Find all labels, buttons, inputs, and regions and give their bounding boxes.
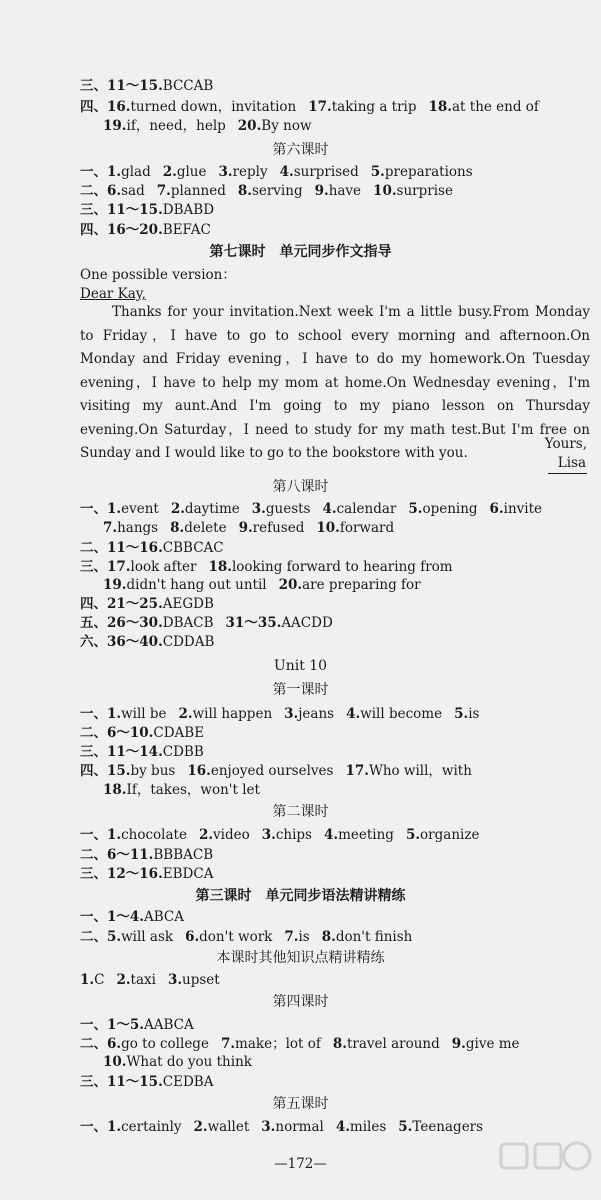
item-number: 19. — [103, 577, 127, 593]
item-number: 11～16. — [107, 540, 163, 556]
watermark-logo — [497, 1138, 593, 1192]
letter-body — [80, 301, 590, 466]
item-answer: give me — [465, 1036, 520, 1052]
answer-line — [80, 826, 587, 844]
item-answer: wallet — [207, 1119, 250, 1135]
answer-line — [80, 182, 587, 200]
item-answer: serving — [251, 183, 303, 199]
item-number: 4. — [322, 501, 337, 517]
item-lead: 四、 — [80, 596, 107, 612]
item-number: 18. — [428, 99, 452, 115]
item-answer: will ask — [121, 929, 174, 945]
item-number: 1. — [80, 972, 95, 988]
item-number: 12～16. — [107, 866, 163, 882]
item-number: 3. — [167, 972, 183, 988]
item-answer: CDBB — [162, 744, 204, 760]
item-number: 5. — [405, 827, 421, 843]
item-lead: 一、 — [80, 827, 107, 843]
item-lead: 一、 — [80, 164, 107, 180]
item-number: 6. — [107, 1036, 122, 1052]
answer-line — [80, 1118, 587, 1136]
item-answer: forward — [339, 520, 395, 536]
item-number: 2. — [178, 706, 193, 722]
item-answer: guests — [265, 501, 311, 517]
item-lead: 二、 — [80, 1036, 107, 1052]
item-number: 6～11. — [107, 847, 154, 863]
item-answer: is — [468, 706, 480, 722]
answer-line — [80, 971, 587, 989]
lesson-title: 第五课时 — [272, 1096, 329, 1112]
item-answer: if，need，help — [126, 118, 226, 134]
item-answer: is — [298, 929, 310, 945]
answer-line — [80, 558, 587, 576]
item-lead: 二、 — [80, 540, 107, 556]
item-answer: C — [94, 972, 105, 988]
answer-line — [103, 117, 587, 135]
item-number: 21～25. — [107, 596, 163, 612]
answer-line — [80, 221, 587, 239]
item-number: 11～14. — [107, 744, 163, 760]
item-answer: calendar — [336, 501, 397, 517]
item-number: 18. — [208, 559, 232, 575]
lesson-title: 第二课时 — [272, 804, 329, 820]
item-answer: chocolate — [121, 827, 187, 843]
item-answer: taxi — [130, 972, 156, 988]
item-lead: 三、 — [80, 559, 107, 575]
item-answer: invite — [503, 501, 543, 517]
item-answer: enjoyed ourselves — [210, 763, 334, 779]
item-number: 3. — [284, 706, 299, 722]
answer-line — [80, 77, 587, 95]
item-answer: daytime — [184, 501, 240, 517]
item-answer: will be — [121, 706, 167, 722]
signature-name: Lisa — [548, 454, 587, 474]
item-lead: 一、 — [80, 1119, 107, 1135]
item-answer: If，takes，won't let — [126, 782, 260, 798]
item-answer: glue — [176, 164, 207, 180]
item-answer: BBBACB — [153, 847, 214, 863]
item-number: 17. — [107, 559, 131, 575]
answer-line — [80, 595, 587, 613]
item-answer: taking a trip — [331, 99, 417, 115]
item-number: 2. — [116, 972, 131, 988]
item-lead: 五、 — [80, 615, 107, 631]
item-number: 2. — [162, 164, 177, 180]
item-lead: 一、 — [80, 909, 107, 925]
item-answer: make；lot of — [235, 1036, 321, 1052]
item-answer: surprise — [396, 183, 453, 199]
lesson-title: 第八课时 — [272, 479, 329, 495]
answer-line — [80, 614, 587, 632]
item-answer: will happen — [192, 706, 273, 722]
answer-line — [80, 1035, 587, 1053]
item-answer: planned — [170, 183, 226, 199]
item-number: 6～10. — [107, 725, 154, 741]
item-number: 5. — [398, 1119, 413, 1135]
item-number: 10. — [373, 183, 397, 199]
item-number: 1. — [107, 706, 122, 722]
answer-line — [80, 705, 587, 723]
item-answer: sad — [121, 183, 145, 199]
item-number: 7. — [220, 1036, 236, 1052]
item-lead: 一、 — [80, 501, 107, 517]
item-answer: have — [328, 183, 362, 199]
item-lead: 六、 — [80, 634, 107, 650]
item-answer: CDABE — [153, 725, 205, 741]
item-lead: 二、 — [80, 929, 107, 945]
item-answer: look after — [130, 559, 197, 575]
item-answer: AABCA — [144, 1017, 194, 1033]
item-number: 17. — [345, 763, 369, 779]
item-answer: turned down，invitation — [130, 99, 297, 115]
answer-line — [80, 762, 587, 780]
lesson-title: 第四课时 — [272, 994, 329, 1010]
item-number: 6. — [489, 501, 504, 517]
item-number: 10. — [103, 1054, 127, 1070]
letter-signature — [548, 454, 587, 474]
answer-line — [103, 781, 587, 799]
item-number: 17. — [308, 99, 332, 115]
greeting-text: Dear Kay, — [80, 286, 146, 302]
item-answer: surprised — [293, 164, 359, 180]
item-answer: By now — [261, 118, 312, 134]
item-lead: 三、 — [80, 1074, 107, 1090]
item-lead: 三、 — [80, 202, 107, 218]
item-answer: chips — [275, 827, 312, 843]
item-lead: 四、 — [80, 222, 107, 238]
item-number: 9. — [451, 1036, 466, 1052]
item-number: 2. — [170, 501, 185, 517]
answer-line — [80, 500, 587, 518]
item-answer: organize — [420, 827, 480, 843]
item-number: 15. — [107, 763, 131, 779]
answer-line — [80, 928, 587, 946]
answer-line — [80, 163, 587, 181]
letter-paragraph: Thanks for your invitation.Next week I'm a little busy.From Monday to Friday，I have to go to school every morning and afternoon.On Monday and Friday evening，I have to do my homework.On Tuesday evening，I have to help my mom at home.On Wednesday evening，I'm visiting my aunt.And I'm going to my piano lesson on Thursday evening.On Saturday，I need to study for my math test.But I'm free on Sunday and I would like to go to the bookstore with you. — [80, 304, 590, 461]
item-number: 2. — [198, 827, 214, 843]
item-answer: video — [213, 827, 250, 843]
item-number: 5. — [370, 164, 385, 180]
item-lead: 四、 — [80, 763, 107, 779]
item-answer: don't finish — [335, 929, 413, 945]
item-number: 7. — [156, 183, 171, 199]
item-answer: miles — [349, 1119, 387, 1135]
answer-line — [103, 576, 587, 594]
item-answer: at the end of — [452, 99, 539, 115]
item-number: 4. — [279, 164, 294, 180]
item-number: 5. — [107, 929, 122, 945]
item-number: 1～5. — [107, 1017, 144, 1033]
item-answer: event — [121, 501, 159, 517]
item-answer: refused — [252, 520, 305, 536]
lesson-title: 第六课时 — [272, 142, 329, 158]
item-number: 9. — [314, 183, 329, 199]
item-answer: jeans — [298, 706, 335, 722]
item-number: 10. — [316, 520, 340, 536]
item-answer: meeting — [338, 827, 394, 843]
item-answer: ABCA — [144, 909, 184, 925]
item-answer: upset — [182, 972, 220, 988]
item-number: 20. — [278, 577, 303, 593]
item-number: 3. — [251, 501, 266, 517]
item-answer: EBDCA — [162, 866, 214, 882]
item-number: 6. — [185, 929, 200, 945]
item-number: 8. — [321, 929, 336, 945]
item-number: 8. — [332, 1036, 347, 1052]
answer-line — [80, 539, 587, 557]
item-number: 8. — [237, 183, 252, 199]
item-answer: DBABD — [162, 202, 215, 218]
item-answer: CBBCAC — [162, 540, 224, 556]
item-lead: 三、 — [80, 744, 107, 760]
answer-line — [80, 908, 587, 926]
item-answer: travel around — [346, 1036, 440, 1052]
lesson-title: 第七课时 单元同步作文指导 — [209, 244, 392, 260]
item-answer: CDDAB — [162, 634, 215, 650]
answer-line — [80, 846, 587, 864]
item-number: 9. — [238, 520, 253, 536]
answer-line — [80, 201, 587, 219]
item-answer: BEFAC — [162, 222, 211, 238]
item-number: 3. — [261, 1119, 276, 1135]
item-answer: will become — [360, 706, 443, 722]
item-number: 1. — [107, 1119, 122, 1135]
item-number: 6. — [107, 183, 122, 199]
letter-intro: One possible version： — [80, 267, 236, 283]
item-answer: AACDD — [281, 615, 333, 631]
item-answer: hangs — [117, 520, 159, 536]
item-answer: are preparing for — [302, 577, 421, 593]
answer-line — [80, 724, 587, 742]
item-answer: What do you think — [126, 1054, 252, 1070]
item-answer: by bus — [130, 763, 176, 779]
item-number: 7. — [103, 520, 118, 536]
item-number: 1. — [107, 501, 122, 517]
item-number: 16. — [187, 763, 211, 779]
item-answer: normal — [275, 1119, 324, 1135]
page-number: —172— — [274, 1156, 327, 1172]
item-number: 31～35. — [225, 615, 282, 631]
answer-line — [80, 98, 587, 116]
item-number: 1. — [107, 164, 122, 180]
item-number: 11～15. — [107, 202, 163, 218]
item-lead: 二、 — [80, 725, 107, 741]
answer-line — [80, 1016, 587, 1034]
item-number: 3. — [261, 827, 276, 843]
item-number: 2. — [193, 1119, 208, 1135]
answer-line — [103, 519, 587, 537]
item-number: 1. — [107, 827, 122, 843]
item-lead: 二、 — [80, 183, 107, 199]
item-number: 8. — [170, 520, 185, 536]
item-lead: 二、 — [80, 847, 107, 863]
item-answer: looking forward to hearing from — [231, 559, 453, 575]
answer-line — [80, 1073, 587, 1091]
item-answer: didn't hang out until — [126, 577, 267, 593]
letter-closing: Yours, — [544, 436, 587, 452]
item-number: 19. — [103, 118, 127, 134]
answer-line — [80, 633, 587, 651]
item-answer: preparations — [384, 164, 473, 180]
item-number: 四、16. — [80, 99, 131, 115]
item-answer: don't work — [199, 929, 273, 945]
item-number: 16～20. — [107, 222, 163, 238]
item-lead: 一、 — [80, 1017, 107, 1033]
item-lead: 一、 — [80, 706, 107, 722]
item-answer: DBACB — [162, 615, 214, 631]
item-number: 11～15. — [107, 1074, 163, 1090]
item-answer: opening — [422, 501, 478, 517]
item-number: 7. — [284, 929, 299, 945]
item-answer: glad — [121, 164, 151, 180]
item-number: 18. — [103, 782, 127, 798]
answer-line — [103, 1053, 587, 1071]
item-number: 36～40. — [107, 634, 163, 650]
item-number: 4. — [335, 1119, 350, 1135]
item-number: 20. — [237, 118, 262, 134]
item-answer: certainly — [121, 1119, 182, 1135]
item-number: 26～30. — [107, 615, 163, 631]
lesson-title: 第三课时 单元同步语法精讲精练 — [195, 888, 406, 904]
item-answer: Who will，with — [368, 763, 472, 779]
item-number: 1～4. — [107, 909, 144, 925]
item-number: 5. — [454, 706, 469, 722]
item-number: 5. — [408, 501, 423, 517]
item-lead: 三、 — [80, 866, 107, 882]
item-answer: reply — [232, 164, 268, 180]
item-answer: BCCAB — [162, 78, 214, 94]
item-number: 3. — [218, 164, 233, 180]
lesson-title: 本课时其他知识点精讲精练 — [216, 950, 385, 966]
answer-line — [80, 743, 587, 761]
item-number: 三、11～15. — [80, 78, 163, 94]
item-number: 4. — [324, 827, 339, 843]
item-answer: go to college — [121, 1036, 209, 1052]
item-answer: AEGDB — [162, 596, 214, 612]
item-answer: Teenagers — [412, 1119, 484, 1135]
item-answer: CEDBA — [162, 1074, 214, 1090]
unit-title: Unit 10 — [273, 658, 328, 674]
item-answer: delete — [184, 520, 227, 536]
item-number: 4. — [346, 706, 361, 722]
answer-line — [80, 865, 587, 883]
lesson-title: 第一课时 — [272, 682, 329, 698]
